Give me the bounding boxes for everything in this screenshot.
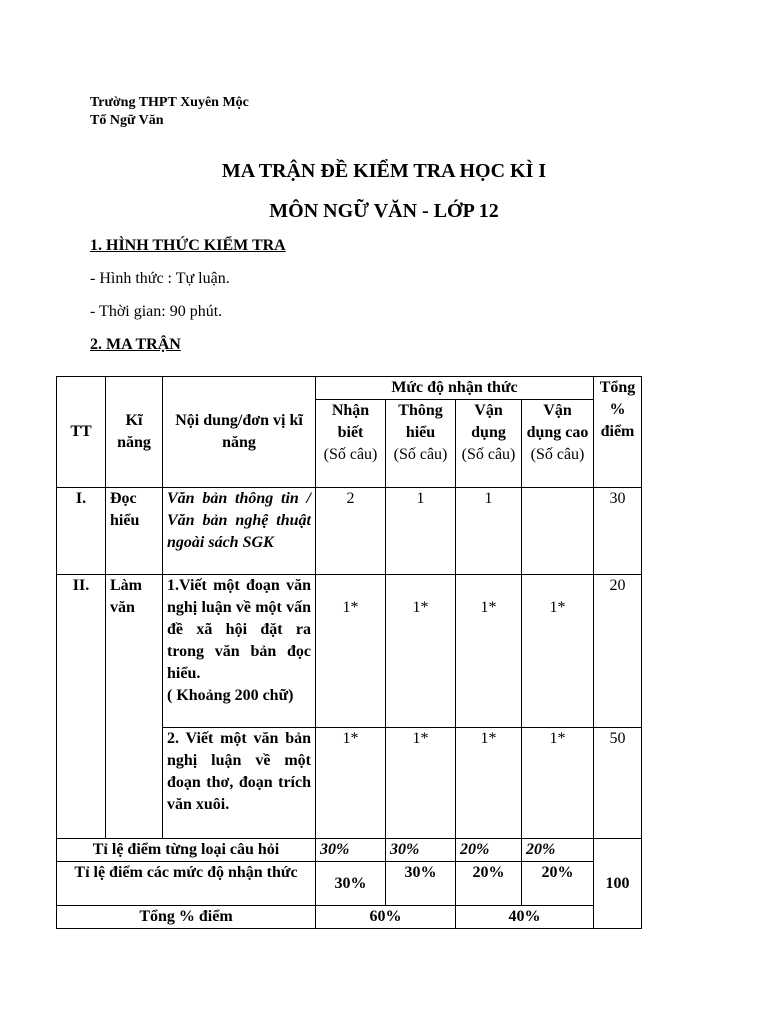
school-name: Trường THPT Xuyên Mộc: [90, 95, 249, 110]
header-tt: TT: [57, 377, 106, 488]
row-value-application: 1*: [456, 728, 522, 839]
table-row: [57, 575, 642, 728]
table-row: [57, 488, 642, 575]
department-name: Tổ Ngữ Văn: [90, 113, 164, 128]
header-skill: Kĩ năng: [106, 377, 163, 488]
footer-value-recognition: 30%: [316, 839, 386, 862]
footer-label-level-ratio: Tỉ lệ điểm các mức độ nhận thức: [57, 862, 316, 906]
footer-value-high-application: 20%: [522, 839, 594, 862]
row-value-application: 1*: [456, 575, 522, 728]
table-header-row: [57, 377, 642, 400]
row-value-application: 1: [456, 488, 522, 575]
footer-grand-total: 100: [594, 839, 642, 929]
row-skill: Đọc hiểu: [106, 488, 163, 575]
footer-total-higher-levels: 40%: [456, 906, 594, 929]
row-skill: Làm văn: [106, 575, 163, 839]
row-content: 1.Viết một đoạn văn nghị luận về một vấn đề xã hội đặt ra trong văn bản đọc hiểu. ( Khoảng 200 chữ): [163, 575, 316, 728]
exam-matrix-table: [56, 376, 642, 929]
section-heading-exam-form: 1. HÌNH THỨC KIỂM TRA: [90, 237, 286, 254]
document-title: MA TRẬN ĐỀ KIỂM TRA HỌC KÌ I: [221, 160, 547, 182]
footer-total-lower-levels: 60%: [316, 906, 456, 929]
document-subtitle: MÔN NGỮ VĂN - LỚP 12: [269, 200, 499, 222]
footer-value-high-application: 20%: [522, 862, 594, 906]
row-tt: I.: [57, 488, 106, 575]
row-value-high-application: [522, 488, 594, 575]
row-total: 20: [594, 575, 642, 728]
row-total: 30: [594, 488, 642, 575]
header-content: Nội dung/đơn vị kĩ năng: [163, 377, 316, 488]
level-application: Vận dụng (Số câu): [456, 400, 522, 488]
footer-value-application: 20%: [456, 839, 522, 862]
row-value-recognition: 1*: [316, 575, 386, 728]
row-value-understanding: 1*: [386, 575, 456, 728]
row-value-understanding: 1: [386, 488, 456, 575]
footer-value-understanding: 30%: [386, 862, 456, 906]
footer-label-total-score: Tổng % điểm: [57, 906, 316, 929]
footer-value-recognition: 30%: [316, 862, 386, 906]
row-tt: II.: [57, 575, 106, 839]
section-heading-matrix: 2. MA TRẬN: [90, 336, 181, 353]
exam-form-text: - Hình thức : Tự luận.: [90, 270, 230, 287]
table-footer-row: [57, 906, 642, 929]
row-content: 2. Viết một văn bản nghị luận về một đoạn thơ, đoạn trích văn xuôi.: [163, 728, 316, 839]
header-total-score: Tổng % điểm: [594, 377, 642, 488]
level-recognition: Nhận biết (Số câu): [316, 400, 386, 488]
level-high-application: Vận dụng cao (Số câu): [522, 400, 594, 488]
row-value-recognition: 1*: [316, 728, 386, 839]
footer-value-application: 20%: [456, 862, 522, 906]
row-value-high-application: 1*: [522, 575, 594, 728]
table-footer-row: [57, 839, 642, 862]
level-understanding: Thông hiểu (Số câu): [386, 400, 456, 488]
footer-value-understanding: 30%: [386, 839, 456, 862]
document-header: [90, 94, 249, 130]
row-content: Văn bản thông tin / Văn bản nghệ thuật ngoài sách SGK: [163, 488, 316, 575]
exam-time-text: - Thời gian: 90 phút.: [90, 303, 223, 320]
footer-label-question-ratio: Tỉ lệ điểm từng loại câu hỏi: [57, 839, 316, 862]
row-value-high-application: 1*: [522, 728, 594, 839]
table-footer-row: [57, 862, 642, 906]
row-total: 50: [594, 728, 642, 839]
header-cognitive-level: Mức độ nhận thức: [316, 377, 594, 400]
row-value-recognition: 2: [316, 488, 386, 575]
row-value-understanding: 1*: [386, 728, 456, 839]
